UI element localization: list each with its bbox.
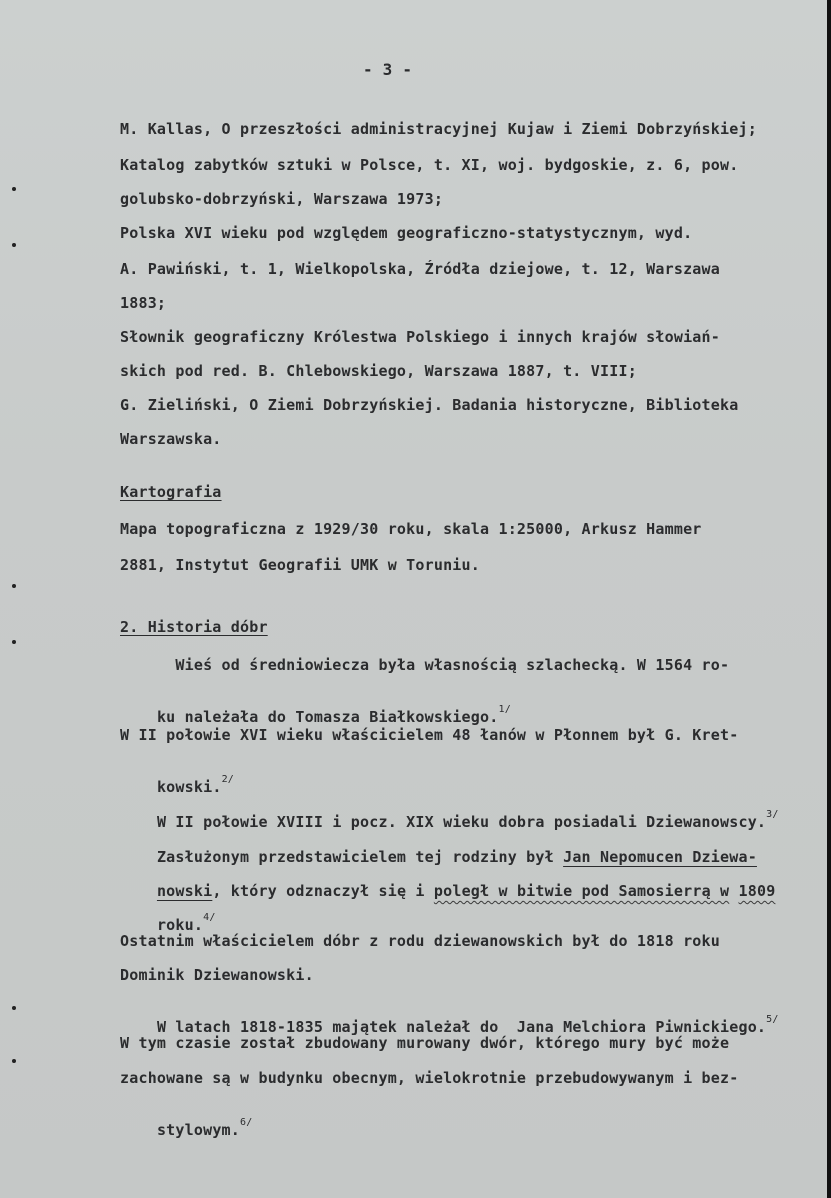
cartography-line: 2881, Instytut Geografii UMK w Toruniu. (120, 556, 480, 574)
history-text: W latach 1818-1835 majątek należał do Jana Melchiora Piwnickiego. (156, 1018, 767, 1036)
history-paragraph-line: zachowane są w budynku obecnym, wielokrotnie przebudowywanym i bez- (120, 1069, 739, 1087)
footnote-marker: 1/ (498, 704, 511, 715)
footnote-marker: 5/ (766, 1014, 779, 1025)
history-text: Zasłużonym przedstawicielem tej rodziny był (156, 848, 564, 866)
bibliography-line: skich pod red. B. Chlebowskiego, Warszawa 1887, t. VIII; (120, 362, 637, 380)
history-text: , który odznaczył się i (212, 882, 434, 900)
punch-hole-mark (12, 187, 16, 191)
bibliography-line: Katalog zabytków sztuki w Polsce, t. XI, woj. bydgoskie, z. 6, pow. (120, 156, 739, 174)
page-number: - 3 - (363, 60, 413, 79)
bibliography-line: A. Pawiński, t. 1, Wielkopolska, Źródła dziejowe, t. 12, Warszawa (120, 260, 720, 278)
section-heading-cartography: Kartografia (120, 483, 222, 501)
punch-hole-mark (12, 584, 16, 588)
history-text: kowski. (156, 778, 222, 796)
history-text: roku. (156, 916, 204, 934)
history-paragraph-line: W II połowie XVI wieku właścicielem 48 łanów w Płonnem był G. Kret- (120, 726, 739, 744)
history-paragraph-line (120, 864, 775, 918)
punch-hole-mark (12, 640, 16, 644)
punch-hole-mark (12, 1059, 16, 1063)
history-paragraph-line: W tym czasie został zbudowany murowany dwór, którego mury być może (120, 1034, 730, 1052)
bibliography-line: G. Zieliński, O Ziemi Dobrzyńskiej. Badania historyczne, Biblioteka (120, 396, 739, 414)
wavy-underlined-year: 1809 (738, 882, 776, 900)
section-heading-history: 2. Historia dóbr (120, 618, 268, 636)
bibliography-line: Polska XVI wieku pod względem geograficzno-statystycznym, wyd. (120, 224, 693, 242)
history-text: ku należała do Tomasza Białkowskiego. (156, 708, 499, 726)
history-text (729, 882, 738, 900)
underlined-name: Jan Nepomucen Dziewa- (563, 848, 757, 866)
bibliography-line: M. Kallas, O przeszłości administracyjnej Kujaw i Ziemi Dobrzyńskiej; (120, 120, 757, 138)
bibliography-line: 1883; (120, 294, 167, 312)
footnote-marker: 4/ (203, 912, 216, 923)
wavy-underlined-text: poległ w bitwie pod Samosierrą w (433, 882, 730, 900)
punch-hole-mark (12, 1006, 16, 1010)
underlined-name: nowski (156, 882, 213, 900)
footnote-marker: 6/ (240, 1117, 253, 1128)
punch-hole-mark (12, 243, 16, 247)
history-text: W II połowie XVIII i pocz. XIX wieku dobra posiadali Dziewanowscy. (156, 813, 767, 831)
history-paragraph-line (120, 1103, 252, 1157)
footnote-marker: 3/ (766, 809, 779, 820)
scan-edge (827, 0, 831, 1198)
history-text: stylowym. (156, 1121, 241, 1139)
bibliography-line: Warszawska. (120, 430, 222, 448)
bibliography-line: golubsko-dobrzyński, Warszawa 1973; (120, 190, 444, 208)
history-paragraph-line: Dominik Dziewanowski. (120, 966, 314, 984)
footnote-marker: 2/ (221, 774, 235, 785)
history-paragraph-line: Ostatnim właścicielem dóbr z rodu dziewanowskich był do 1818 roku (120, 932, 720, 950)
bibliography-line: Słownik geograficzny Królestwa Polskiego i innych krajów słowiań- (120, 328, 720, 346)
history-paragraph-line: Wieś od średniowiecza była własnością szlachecką. W 1564 ro- (120, 656, 730, 674)
cartography-line: Mapa topograficzna z 1929/30 roku, skala 1:25000, Arkusz Hammer (120, 520, 702, 538)
